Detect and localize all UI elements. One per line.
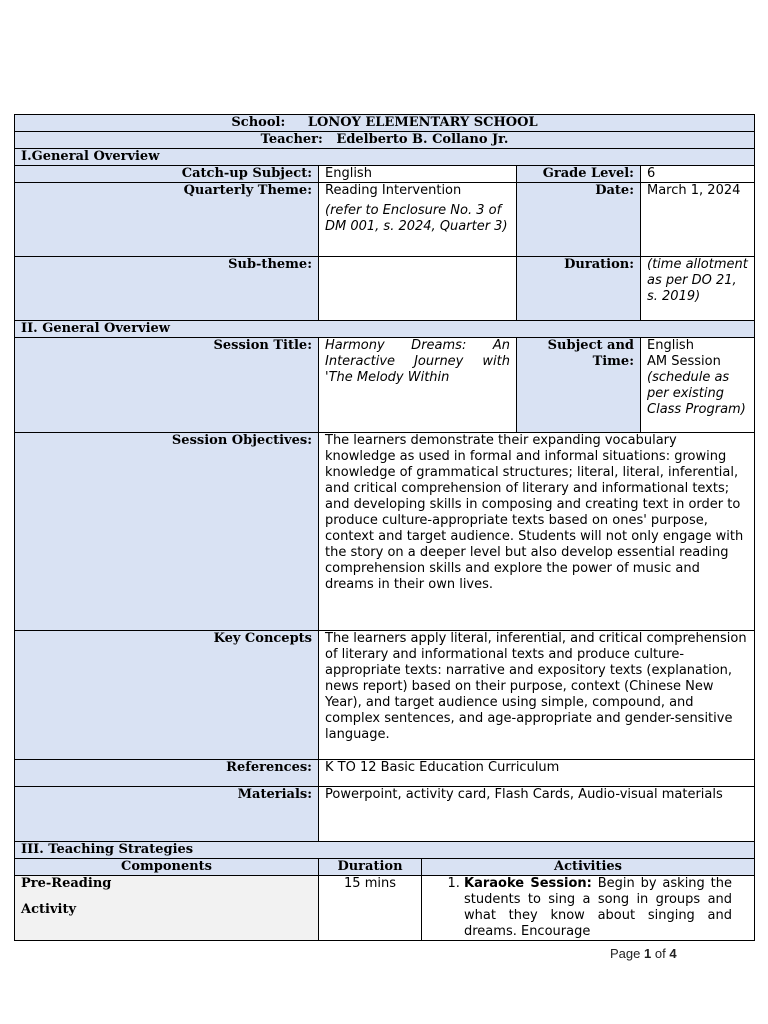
theme-row xyxy=(15,183,755,257)
subject-value: English xyxy=(647,338,694,353)
list-item xyxy=(464,876,732,940)
section-2-title: II. General Overview xyxy=(15,321,755,338)
col-duration: Duration xyxy=(319,859,422,876)
table-row xyxy=(15,876,755,941)
page-current: 1 xyxy=(644,946,652,961)
key-concepts-row xyxy=(15,631,755,760)
date-value: March 1, 2024 xyxy=(641,183,755,257)
date-label: Date: xyxy=(517,183,641,257)
objectives-label: Session Objectives: xyxy=(15,433,319,631)
subtheme-value xyxy=(319,257,517,321)
materials-value: Powerpoint, activity card, Flash Cards, Audio-visual materials xyxy=(319,787,755,842)
school-row xyxy=(15,115,755,132)
duration-value: (time allotment as per DO 21, s. 2019) xyxy=(641,257,755,321)
section-3-header xyxy=(15,842,755,859)
page-total: 4 xyxy=(669,946,677,961)
school-label: School: xyxy=(231,115,286,130)
key-concepts-value: The learners apply literal, inferential, and critical comprehension of literary and informational texts and produce culture-appropriate texts: narrative and expository texts (explanation, news report) based on their purpose, context (Chinese New Year), and target audience using simple, compound, and complex sentences, and age-appropriate and gender-sensitive language. xyxy=(319,631,755,760)
theme-note: (refer to Enclosure No. 3 of DM 001, s. 2024, Quarter 3) xyxy=(325,203,508,234)
references-value: K TO 12 Basic Education Curriculum xyxy=(319,760,755,787)
grade-label: Grade Level: xyxy=(517,166,641,183)
references-row xyxy=(15,760,755,787)
strategies-header-row xyxy=(15,859,755,876)
materials-label: Materials: xyxy=(15,787,319,842)
section-3-title: III. Teaching Strategies xyxy=(15,842,755,859)
theme-label: Quarterly Theme: xyxy=(15,183,319,257)
activities-list xyxy=(428,876,732,940)
col-activities: Activities xyxy=(422,859,755,876)
teacher-row xyxy=(15,132,755,149)
schedule-note: (schedule as per existing Class Program) xyxy=(647,370,746,417)
duration-cell: 15 mins xyxy=(319,876,422,941)
teacher-label: Teacher: xyxy=(260,132,323,147)
grade-value: 6 xyxy=(641,166,755,183)
col-components: Components xyxy=(15,859,319,876)
catchup-value: English xyxy=(319,166,517,183)
teacher-value: Edelberto B. Collano Jr. xyxy=(336,132,509,147)
theme-value: Reading Intervention xyxy=(325,183,462,198)
objectives-row xyxy=(15,433,755,631)
school-value: LONOY ELEMENTARY SCHOOL xyxy=(307,115,538,130)
activity-text: Begin by asking the students to sing a song in groups and what they know about singing and dreams. Encourage xyxy=(464,876,733,939)
subject-time-label: Subject and Time: xyxy=(517,338,641,433)
of-word: of xyxy=(654,946,666,961)
key-concepts-label: Key Concepts xyxy=(15,631,319,760)
lesson-plan-table xyxy=(14,114,755,941)
catchup-label: Catch-up Subject: xyxy=(15,166,319,183)
session-title-row xyxy=(15,338,755,433)
references-label: References: xyxy=(15,760,319,787)
component-line1: Pre-Reading xyxy=(21,876,112,891)
catchup-row xyxy=(15,166,755,183)
subtheme-row xyxy=(15,257,755,321)
duration-label: Duration: xyxy=(517,257,641,321)
section-1-header xyxy=(15,149,755,166)
page-number xyxy=(610,946,677,961)
page-word: Page xyxy=(610,946,641,961)
materials-row xyxy=(15,787,755,842)
subtheme-label: Sub-theme: xyxy=(15,257,319,321)
objectives-value: The learners demonstrate their expanding vocabulary knowledge as used in formal and informal situations: growing knowledge of grammatical structures; literal, literal, inferential, and critical comprehension of literary and informational texts; and developing skills in composing and creating text in order to produce culture-appropriate texts based on ones' purpose, context and target audience. Students will not only engage with the story on a deeper level but also develop essential reading comprehension skills and explore the power of music and dreams in their own lives. xyxy=(319,433,755,631)
section-1-title: I.General Overview xyxy=(15,149,755,166)
section-2-header xyxy=(15,321,755,338)
session-title-label: Session Title: xyxy=(15,338,319,433)
session-title-value: Harmony Dreams: An Interactive Journey with 'The Melody Within xyxy=(319,338,517,433)
component-line2: Activity xyxy=(21,902,76,917)
activity-title: Karaoke Session: xyxy=(464,876,592,891)
time-value: AM Session xyxy=(647,354,721,369)
